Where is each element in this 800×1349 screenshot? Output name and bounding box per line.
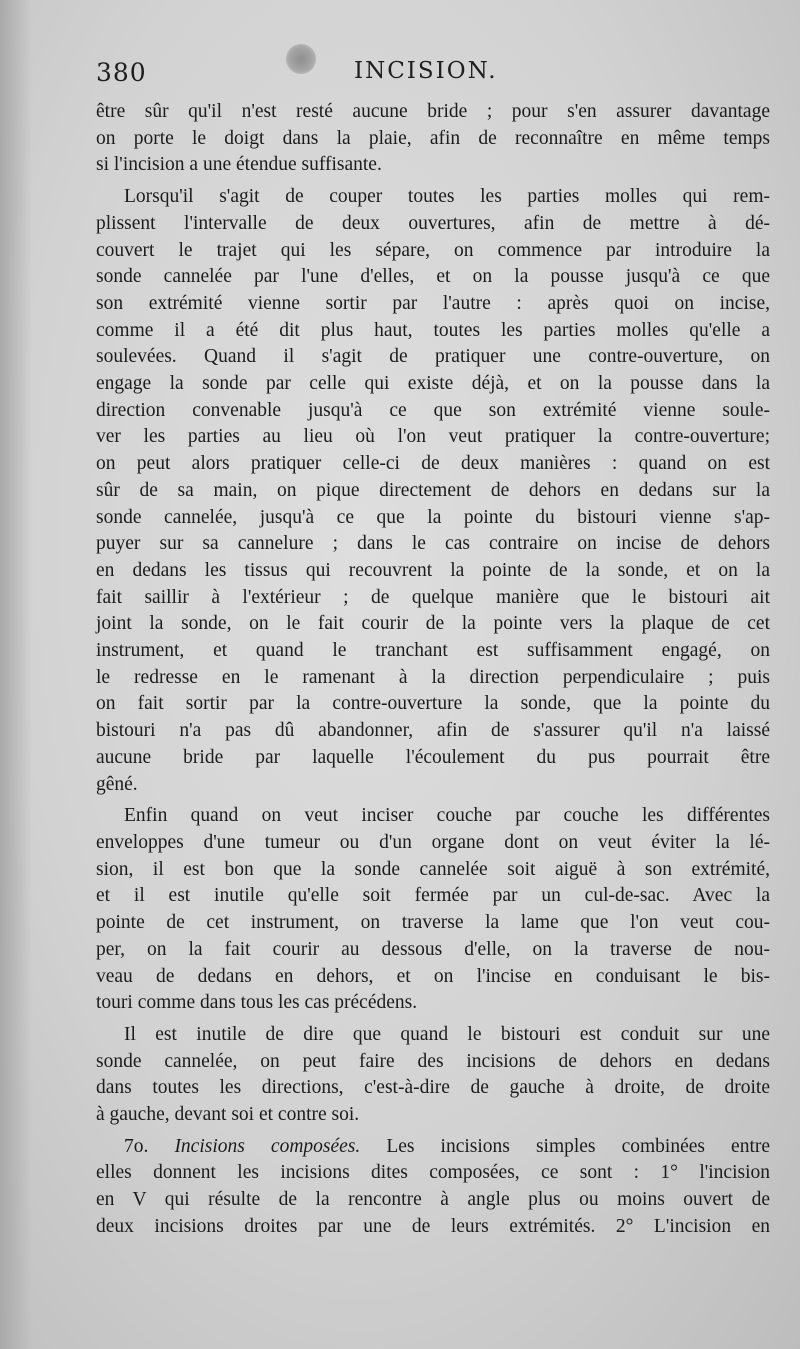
text-line: bistouri n'a pas dû abandonner, afin de s'assurer qu'il n'a laissé <box>96 720 770 742</box>
text-line: Enfin quand on veut inciser couche par couche les différentes <box>124 805 770 827</box>
paragraph <box>96 803 770 1017</box>
text-line: fait saillir à l'extérieur ; de quelque manière que le bistouri ait <box>96 586 770 608</box>
page-number: 380 <box>96 58 147 87</box>
text-line: pointe de cet instrument, on traverse la lame que l'on veut cou- <box>96 912 770 934</box>
page-header <box>96 58 750 94</box>
text-line: touri comme dans tous les cas précédens. <box>96 992 418 1014</box>
section-number: 7o. <box>124 1135 149 1157</box>
text-line: aucune bride par laquelle l'écoulement du pus pourrait être <box>96 746 770 768</box>
text-line: joint la sonde, on le fait courir de la pointe vers la plaque de cet <box>96 613 770 635</box>
text-line: en dedans les tissus qui recouvrent la pointe de la sonde, et on la <box>96 559 770 581</box>
text-line: per, on la fait courir au dessous d'elle, on la traverse de nou- <box>96 938 770 960</box>
running-title: INCISION. <box>354 58 498 84</box>
text-line: sion, il est bon que la sonde cannelée soit aiguë à son extrémité, <box>96 858 770 880</box>
text-line-fragment: Les incisions simples combinées entre <box>386 1135 771 1157</box>
paragraph <box>96 184 770 798</box>
text-line: en V qui résulte de la rencontre à angle plus ou moins ouvert de <box>96 1189 770 1211</box>
text-line: enveloppes d'une tumeur ou d'un organe dont on veut éviter la lé- <box>96 831 770 853</box>
text-line: dans toutes les directions, c'est-à-dire de gauche à droite, de droite <box>96 1077 770 1099</box>
text-line: elles donnent les incisions dites composées, ce sont : 1° l'incision <box>96 1162 770 1184</box>
text-line: puyer sur sa cannelure ; dans le cas contraire on incise de dehors <box>96 533 770 555</box>
text-line: plissent l'intervalle de deux ouvertures, afin de mettre à dé- <box>96 212 770 234</box>
text-line: sonde cannelée par l'une d'elles, et on la pousse jusqu'à ce que <box>96 266 770 288</box>
text-line: ver les parties au lieu où l'on veut pratiquer la contre-ouverture; <box>96 426 770 448</box>
text-line <box>96 1134 770 1161</box>
text-line: sûr de sa main, on pique directement de dehors en dedans sur la <box>96 479 770 501</box>
section-heading: Incisions composées. <box>174 1135 361 1157</box>
text-line: couvert le trajet qui les sépare, on commence par introduire la <box>96 239 770 261</box>
text-line: si l'incision a une étendue suffisante. <box>96 154 382 176</box>
text-line: on peut alors pratiquer celle-ci de deux manières : quand on est <box>96 453 770 475</box>
paragraph <box>96 1022 770 1129</box>
text-line: veau de dedans en dehors, et on l'incise en conduisant le bis- <box>96 965 770 987</box>
text-line: soulevées. Quand il s'agit de pratiquer une contre-ouverture, on <box>96 346 770 368</box>
text-line: gêné. <box>96 773 138 795</box>
paragraph <box>96 99 770 179</box>
text-line: comme il a été dit plus haut, toutes les parties molles qu'elle a <box>96 319 770 341</box>
text-line: et il est inutile qu'elle soit fermée par un cul-de-sac. Avec la <box>96 885 770 907</box>
text-line: instrument, et quand le tranchant est suffisamment engagé, on <box>96 640 770 662</box>
text-line: sonde cannelée, jusqu'à ce que la pointe du bistouri vienne s'ap- <box>96 506 770 528</box>
text-line: on fait sortir par la contre-ouverture la sonde, que la pointe du <box>96 693 770 715</box>
text-line: son extrémité vienne sortir par l'autre : après quoi on incise, <box>96 292 770 314</box>
paragraph <box>96 1134 770 1241</box>
page-gutter-shadow <box>0 0 32 1349</box>
text-line: à gauche, devant soi et contre soi. <box>96 1104 360 1126</box>
body-text <box>96 99 770 1246</box>
text-line: être sûr qu'il n'est resté aucune bride ; pour s'en assurer davantage <box>96 101 770 122</box>
text-line: Il est inutile de dire que quand le bistouri est conduit sur une <box>124 1023 770 1045</box>
text-line: direction convenable jusqu'à ce que son extrémité vienne soule- <box>96 399 770 421</box>
text-line: sonde cannelée, on peut faire des incisions de dehors en dedans <box>96 1050 770 1072</box>
text-line: deux incisions droites par une de leurs extrémités. 2° L'incision en <box>96 1215 770 1237</box>
text-line: on porte le doigt dans la plaie, afin de reconnaître en même temps <box>96 127 770 149</box>
text-line: Lorsqu'il s'agit de couper toutes les parties molles qui rem- <box>124 186 770 208</box>
text-line: le redresse en le ramenant à la direction perpendiculaire ; puis <box>96 666 770 688</box>
text-line: engage la sonde par celle qui existe déjà, et on la pousse dans la <box>96 373 770 395</box>
